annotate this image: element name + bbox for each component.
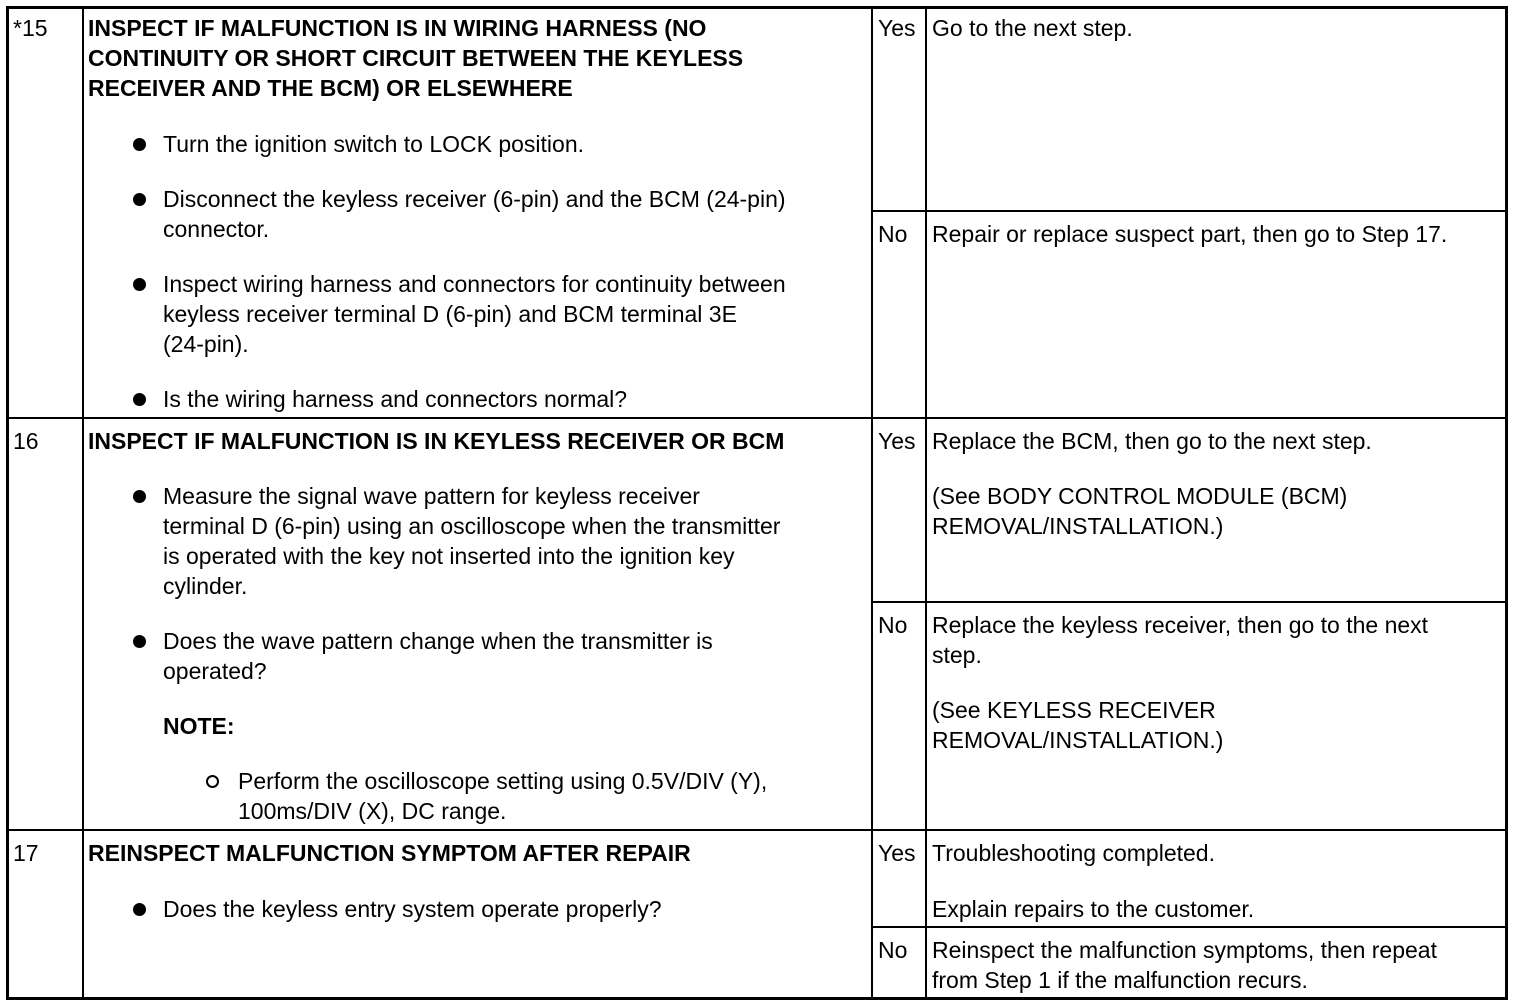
no-label: No: [878, 612, 908, 638]
step-number: *15: [13, 15, 48, 41]
column-divider-result: [925, 8, 927, 998]
bullet-icon: [133, 278, 146, 291]
bullet-text: is operated with the key not inserted into the ignition key: [163, 543, 735, 569]
bullet-icon: [133, 635, 146, 648]
bullet-text: Measure the signal wave pattern for keyless receiver: [163, 483, 700, 509]
bullet-icon: [133, 393, 146, 406]
yes-label: Yes: [878, 15, 916, 41]
bullet-text: Does the keyless entry system operate properly?: [163, 896, 662, 922]
yes-label: Yes: [878, 840, 916, 866]
bullet-text: Does the wave pattern change when the transmitter is: [163, 628, 713, 654]
row-divider: [8, 829, 1506, 831]
bullet-text: Disconnect the keyless receiver (6-pin) and the BCM (24-pin): [163, 186, 786, 212]
no-result: Reinspect the malfunction symptoms, then repeat: [932, 937, 1437, 963]
yes-label: Yes: [878, 428, 916, 454]
bullet-icon: [133, 903, 146, 916]
bullet-text: (24-pin).: [163, 331, 249, 357]
bullet-icon: [133, 193, 146, 206]
no-label: No: [878, 221, 908, 247]
bullet-text: connector.: [163, 216, 270, 242]
row-divider: [8, 417, 1506, 419]
bullet-text: keyless receiver terminal D (6-pin) and BCM terminal 3E: [163, 301, 737, 327]
yes-result: Go to the next step.: [932, 15, 1133, 41]
note-label: NOTE:: [163, 713, 235, 739]
column-divider-action: [871, 8, 873, 998]
no-label: No: [878, 937, 908, 963]
bullet-text: cylinder.: [163, 573, 248, 599]
note-text: 100ms/DIV (X), DC range.: [238, 798, 507, 824]
column-divider-step: [82, 8, 84, 998]
yes-result: Replace the BCM, then go to the next step.: [932, 428, 1372, 454]
step-title: INSPECT IF MALFUNCTION IS IN WIRING HARNESS (NO: [88, 15, 707, 41]
no-reference: (See KEYLESS RECEIVER: [932, 697, 1216, 723]
yes-no-divider: [871, 926, 1506, 928]
step-title: INSPECT IF MALFUNCTION IS IN KEYLESS RECEIVER OR BCM: [88, 428, 785, 454]
bullet-text: terminal D (6-pin) using an oscilloscope when the transmitter: [163, 513, 781, 539]
bullet-icon: [133, 138, 146, 151]
yes-result: Troubleshooting completed.: [932, 840, 1215, 866]
no-result: Repair or replace suspect part, then go to Step 17.: [932, 221, 1448, 247]
step-number: 17: [13, 840, 39, 866]
step-title: REINSPECT MALFUNCTION SYMPTOM AFTER REPAIR: [88, 840, 691, 866]
yes-no-divider: [871, 210, 1506, 212]
yes-result: Explain repairs to the customer.: [932, 896, 1255, 922]
bullet-text: Turn the ignition switch to LOCK position.: [163, 131, 585, 157]
yes-no-divider: [871, 601, 1506, 603]
bullet-icon: [133, 490, 146, 503]
no-result: from Step 1 if the malfunction recurs.: [932, 967, 1308, 993]
step-title: RECEIVER AND THE BCM) OR ELSEWHERE: [88, 75, 573, 101]
step-title: CONTINUITY OR SHORT CIRCUIT BETWEEN THE KEYLESS: [88, 45, 744, 71]
no-result: Replace the keyless receiver, then go to the next: [932, 612, 1429, 638]
yes-reference: REMOVAL/INSTALLATION.): [932, 513, 1224, 539]
no-result: step.: [932, 642, 982, 668]
step-number: 16: [13, 428, 39, 454]
bullet-text: operated?: [163, 658, 267, 684]
yes-reference: (See BODY CONTROL MODULE (BCM): [932, 483, 1348, 509]
sub-bullet-icon: [206, 775, 219, 788]
bullet-text: Is the wiring harness and connectors normal?: [163, 386, 628, 412]
no-reference: REMOVAL/INSTALLATION.): [932, 727, 1224, 753]
bullet-text: Inspect wiring harness and connectors for continuity between: [163, 271, 786, 297]
note-text: Perform the oscilloscope setting using 0.5V/DIV (Y),: [238, 768, 768, 794]
